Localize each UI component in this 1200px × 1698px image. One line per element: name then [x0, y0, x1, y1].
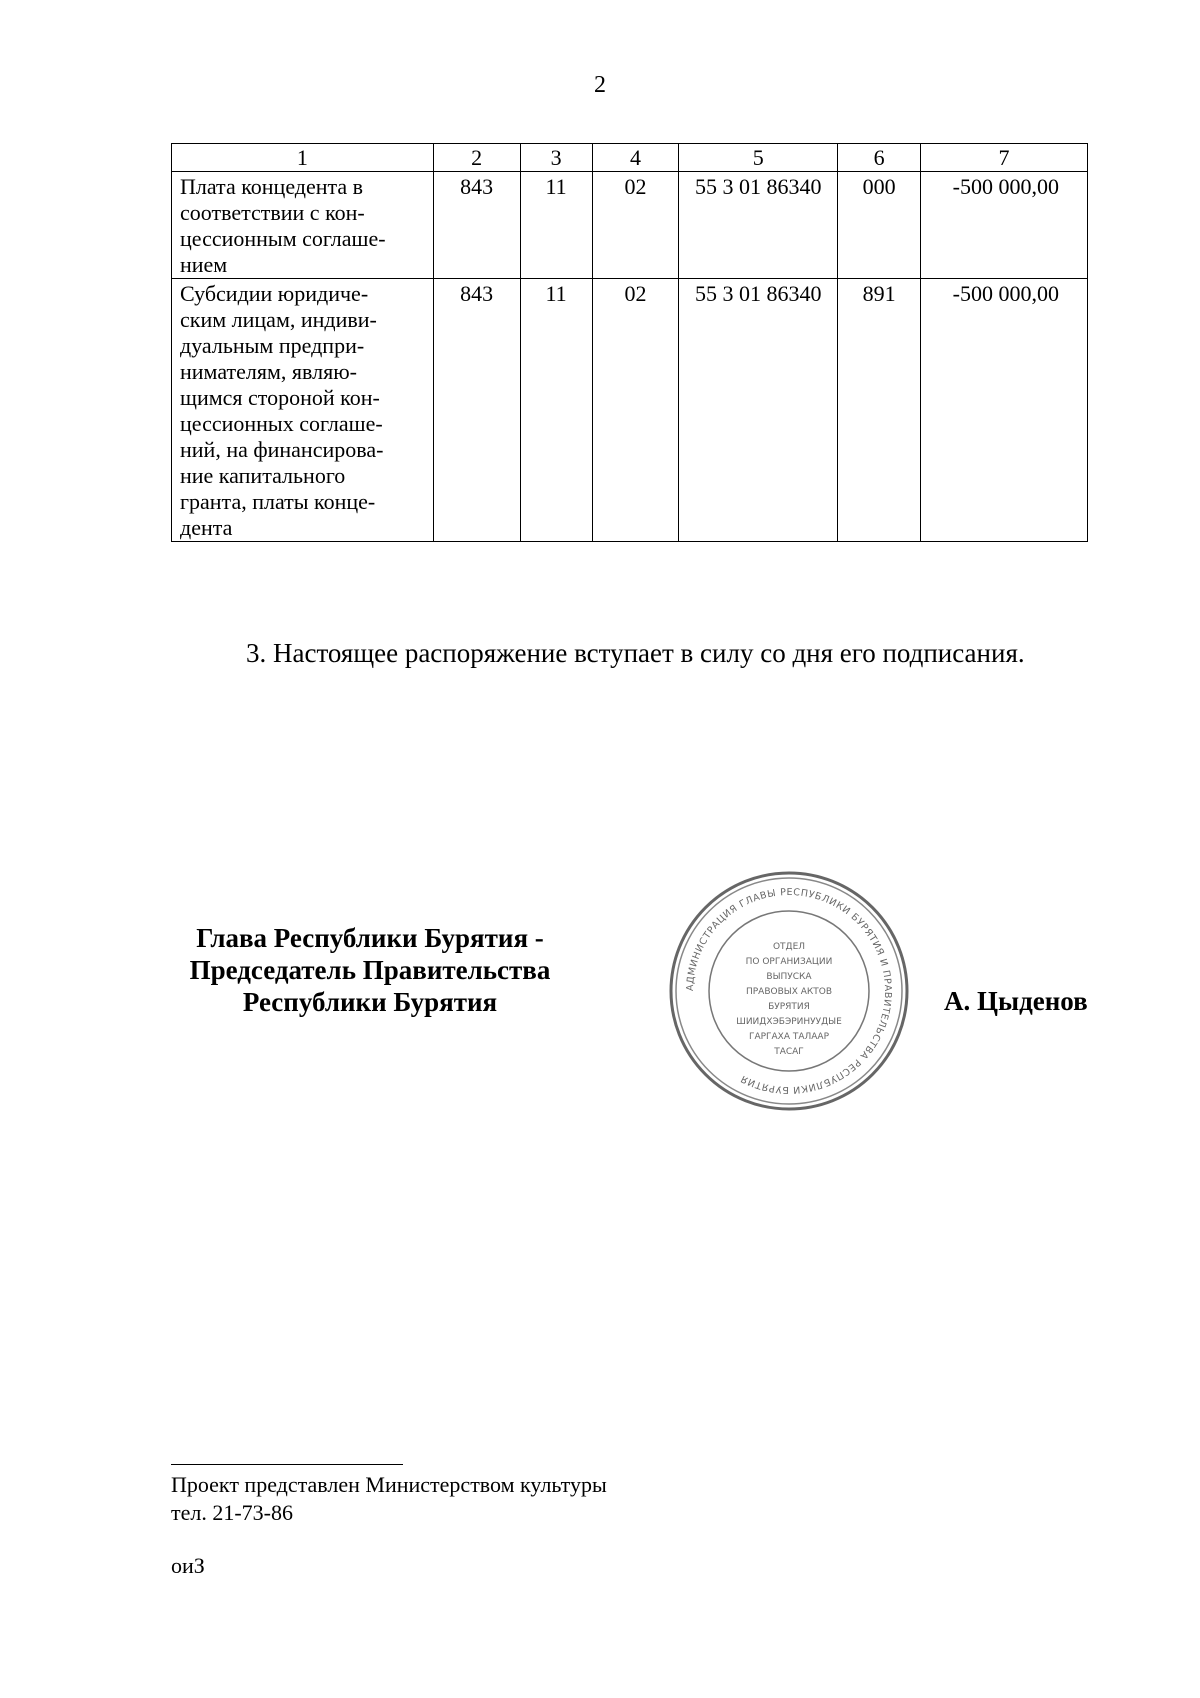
- budget-table: [171, 143, 1088, 542]
- expense-type-code: 891: [838, 279, 921, 542]
- footer-note-line: Проект представлен Министерством культуры: [171, 1472, 607, 1497]
- footer-code: оиЗ: [171, 1553, 205, 1578]
- target-article-code: 55 3 01 86340: [679, 279, 838, 542]
- signer-title: [160, 922, 580, 1018]
- expense-type-code: 000: [838, 172, 921, 279]
- table-row: [172, 279, 1088, 542]
- official-seal: [664, 866, 914, 1116]
- seal-line: ВЫПУСКА: [766, 972, 812, 982]
- seal-line: ТАСАГ: [774, 1047, 804, 1057]
- signer-title-line: Глава Республики Бурятия -: [196, 923, 544, 953]
- seal-line: ШИИДХЭБЭРИНУУДЫЕ: [736, 1017, 842, 1027]
- seal-line: ПРАВОВЫХ АКТОВ: [745, 987, 833, 997]
- signer-name: А. Цыденов: [944, 986, 1088, 1016]
- page-number: 2: [594, 72, 606, 98]
- amount: -500 000,00: [921, 172, 1088, 279]
- seal-line: БУРЯТИЯ: [768, 1002, 810, 1012]
- column-header: 1: [172, 144, 434, 172]
- section-code: 11: [520, 172, 592, 279]
- footer-note: [171, 1471, 607, 1527]
- column-header: 7: [921, 144, 1088, 172]
- seal-line: ОТДЕЛ: [772, 942, 806, 952]
- column-header: 6: [838, 144, 921, 172]
- amount: -500 000,00: [921, 279, 1088, 542]
- ministry-code: 843: [433, 172, 520, 279]
- signer-title-line: Республики Бурятия: [242, 987, 498, 1017]
- table-header-row: [172, 144, 1088, 172]
- row-description: Субсидии юридиче- ским лицам, индиви- дуальным предпри- нимателям, являю- щимся стороной кон- цессионных соглаше- ний, на финансирова- ние капитального гранта, платы конце- дента: [172, 279, 434, 542]
- subsection-code: 02: [592, 279, 679, 542]
- footer-divider: [171, 1464, 403, 1465]
- table-row: [172, 172, 1088, 279]
- target-article-code: 55 3 01 86340: [679, 172, 838, 279]
- column-header: 5: [679, 144, 838, 172]
- seal-line: ПО ОРГАНИЗАЦИИ: [745, 957, 833, 967]
- ministry-code: 843: [433, 279, 520, 542]
- column-header: 3: [520, 144, 592, 172]
- column-header: 2: [433, 144, 520, 172]
- seal-line: ГАРГАХА ТАЛААР: [748, 1032, 830, 1042]
- seal-ring-text: АДМИНИСТРАЦИЯ ГЛАВЫ РЕСПУБЛИКИ БУРЯТИЯ И ПРАВИТЕЛЬСТВА РЕСПУБЛИКИ БУРЯТИЯ: [684, 886, 894, 1096]
- signer-title-line: Председатель Правительства: [189, 955, 551, 985]
- effective-date-clause: 3. Настоящее распоряжение вступает в силу со дня его подписания.: [246, 638, 1025, 668]
- seal-graphic: [664, 866, 914, 1116]
- column-header: 4: [592, 144, 679, 172]
- row-description: Плата концедента в соответствии с кон- цессионным соглаше- нием: [172, 172, 434, 279]
- subsection-code: 02: [592, 172, 679, 279]
- footer-phone: тел. 21-73-86: [171, 1500, 294, 1525]
- section-code: 11: [520, 279, 592, 542]
